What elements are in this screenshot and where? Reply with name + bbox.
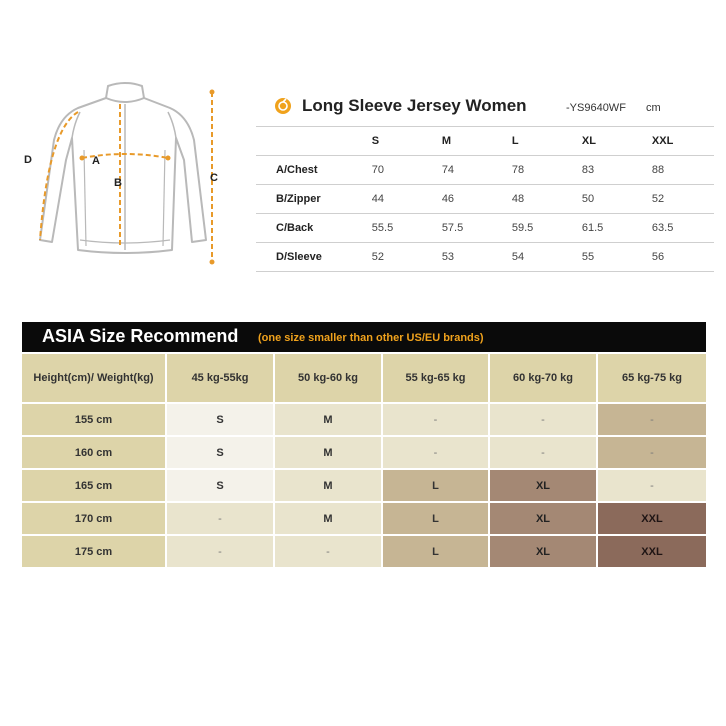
spec-value: 46 bbox=[434, 185, 504, 214]
size-cell: S bbox=[167, 437, 275, 470]
size-cell: XXL bbox=[598, 503, 706, 536]
asia-row-170 bbox=[22, 503, 706, 536]
asia-size-table bbox=[22, 354, 706, 569]
spec-row-zipper bbox=[256, 185, 714, 214]
size-header: S bbox=[364, 127, 434, 156]
size-cell: - bbox=[383, 404, 490, 437]
size-cell: M bbox=[275, 404, 383, 437]
size-cell: - bbox=[167, 536, 275, 569]
spec-value: 57.5 bbox=[434, 214, 504, 243]
spec-value: 78 bbox=[504, 156, 574, 185]
row-label: D/Sleeve bbox=[256, 243, 364, 272]
height-label: 175 cm bbox=[22, 536, 167, 569]
spec-value: 52 bbox=[644, 185, 714, 214]
row-label: B/Zipper bbox=[256, 185, 364, 214]
size-cell: L bbox=[383, 470, 490, 503]
asia-row-155 bbox=[22, 404, 706, 437]
size-header: XL bbox=[574, 127, 644, 156]
size-header: M bbox=[434, 127, 504, 156]
asia-header-cell: 50 kg-60 kg bbox=[275, 354, 383, 404]
spec-header bbox=[274, 94, 714, 122]
size-cell: L bbox=[383, 503, 490, 536]
size-cell: XL bbox=[490, 503, 598, 536]
unit-label: cm bbox=[646, 102, 661, 114]
height-label: 170 cm bbox=[22, 503, 167, 536]
size-cell: S bbox=[167, 470, 275, 503]
measure-label-a: A bbox=[92, 155, 100, 167]
size-cell: - bbox=[167, 503, 275, 536]
size-spec-table bbox=[256, 126, 714, 272]
spec-row-chest bbox=[256, 156, 714, 185]
spec-value: 55 bbox=[574, 243, 644, 272]
size-header: L bbox=[504, 127, 574, 156]
size-cell: - bbox=[490, 404, 598, 437]
spec-value: 70 bbox=[364, 156, 434, 185]
spec-value: 56 bbox=[644, 243, 714, 272]
size-header: XXL bbox=[644, 127, 714, 156]
size-cell: XL bbox=[490, 470, 598, 503]
size-cell: M bbox=[275, 437, 383, 470]
spec-value: 55.5 bbox=[364, 214, 434, 243]
height-label: 155 cm bbox=[22, 404, 167, 437]
row-label: A/Chest bbox=[256, 156, 364, 185]
spec-value: 61.5 bbox=[574, 214, 644, 243]
spec-value: 54 bbox=[504, 243, 574, 272]
size-cell: - bbox=[383, 437, 490, 470]
size-cell: XXL bbox=[598, 536, 706, 569]
asia-header-cell: 45 kg-55kg bbox=[167, 354, 275, 404]
spec-header-row bbox=[256, 127, 714, 156]
asia-header-cell: 55 kg-65 kg bbox=[383, 354, 490, 404]
spec-row-sleeve bbox=[256, 243, 714, 272]
product-title: Long Sleeve Jersey Women bbox=[302, 96, 527, 115]
size-cell: - bbox=[598, 470, 706, 503]
asia-header-cell: Height(cm)/ Weight(kg) bbox=[22, 354, 167, 404]
asia-title: ASIA Size Recommend bbox=[42, 326, 239, 346]
row-label: C/Back bbox=[256, 214, 364, 243]
product-code: -YS9640WF bbox=[566, 102, 626, 114]
spec-value: 74 bbox=[434, 156, 504, 185]
size-cell: - bbox=[490, 437, 598, 470]
measure-label-d: D bbox=[24, 154, 32, 166]
size-cell: M bbox=[275, 503, 383, 536]
measure-label-c: C bbox=[210, 172, 218, 184]
size-cell: S bbox=[167, 404, 275, 437]
asia-row-160 bbox=[22, 437, 706, 470]
height-label: 160 cm bbox=[22, 437, 167, 470]
spec-row-back bbox=[256, 214, 714, 243]
size-cell: L bbox=[383, 536, 490, 569]
asia-note: (one size smaller than other US/EU brands) bbox=[258, 332, 484, 344]
size-cell: - bbox=[598, 404, 706, 437]
tag-icon bbox=[274, 97, 292, 115]
size-cell: - bbox=[275, 536, 383, 569]
height-label: 165 cm bbox=[22, 470, 167, 503]
spec-value: 83 bbox=[574, 156, 644, 185]
size-cell: XL bbox=[490, 536, 598, 569]
spec-value: 50 bbox=[574, 185, 644, 214]
spec-value: 48 bbox=[504, 185, 574, 214]
asia-row-175 bbox=[22, 536, 706, 569]
size-cell: - bbox=[598, 437, 706, 470]
measure-label-b: B bbox=[114, 177, 122, 189]
spec-value: 88 bbox=[644, 156, 714, 185]
spec-corner-cell bbox=[256, 127, 364, 156]
spec-value: 63.5 bbox=[644, 214, 714, 243]
spec-value: 59.5 bbox=[504, 214, 574, 243]
jersey-diagram bbox=[0, 0, 250, 280]
spec-value: 53 bbox=[434, 243, 504, 272]
asia-row-165 bbox=[22, 470, 706, 503]
asia-header-cell: 65 kg-75 kg bbox=[598, 354, 706, 404]
asia-header-cell: 60 kg-70 kg bbox=[490, 354, 598, 404]
size-cell: M bbox=[275, 470, 383, 503]
spec-value: 52 bbox=[364, 243, 434, 272]
asia-title-bar bbox=[22, 322, 706, 352]
spec-value: 44 bbox=[364, 185, 434, 214]
asia-header-row bbox=[22, 354, 706, 404]
jersey-outline bbox=[0, 0, 250, 280]
